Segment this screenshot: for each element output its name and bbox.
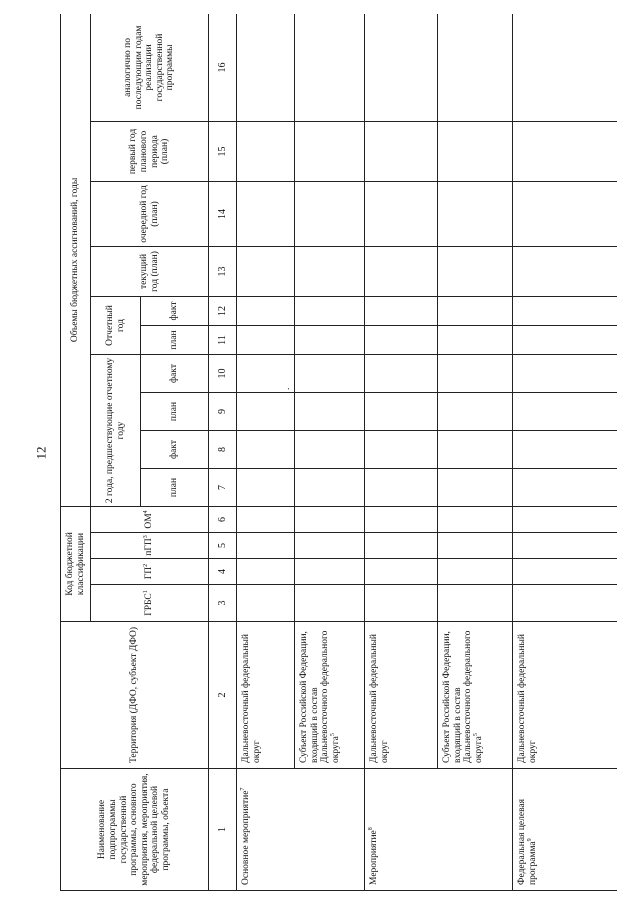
data-cell <box>237 246 295 296</box>
data-cell <box>365 14 438 121</box>
table-row <box>513 14 618 891</box>
data-cell <box>438 325 513 354</box>
data-cell <box>513 325 618 354</box>
header-territory: Территория (ДФО, субъект ДФО) <box>61 622 209 769</box>
data-cell <box>237 585 295 622</box>
data-cell <box>438 14 513 121</box>
data-cell <box>237 392 295 430</box>
data-cell <box>237 325 295 354</box>
column-number: 5 <box>209 533 237 559</box>
header-gp: $ГП^2$ <box>91 559 209 585</box>
data-cell <box>295 121 365 181</box>
data-cell <box>365 181 438 246</box>
page-number: 12 <box>33 446 48 460</box>
row-name: Федеральная целевая программа$^9$ <box>513 769 618 891</box>
data-cell <box>295 468 365 506</box>
data-cell <box>513 468 618 506</box>
data-cell <box>295 585 365 622</box>
data-cell <box>365 559 438 585</box>
data-cell <box>295 533 365 559</box>
data-cell <box>365 354 438 392</box>
header-current-year: текущий год (план) <box>91 246 209 296</box>
column-number: 15 <box>209 121 237 181</box>
header-plan: план <box>141 468 209 506</box>
data-cell <box>237 559 295 585</box>
data-cell <box>513 430 618 468</box>
column-number: 12 <box>209 296 237 325</box>
table-frame <box>60 14 617 891</box>
row-territory: Дальневосточный федеральный округ <box>513 622 618 769</box>
header-row-1 <box>61 14 91 891</box>
table-row <box>438 14 513 891</box>
data-cell <box>438 181 513 246</box>
data-cell <box>237 468 295 506</box>
row-territory: Субъект Российской Федерации, входящий в состав Дальневосточного федерального округа$^5$ <box>295 622 365 769</box>
header-fact: факт <box>141 296 209 325</box>
column-number: 10 <box>209 354 237 392</box>
data-cell <box>295 296 365 325</box>
column-number: 7 <box>209 468 237 506</box>
data-cell <box>438 430 513 468</box>
data-cell <box>295 392 365 430</box>
data-cell <box>295 559 365 585</box>
data-cell <box>438 585 513 622</box>
data-cell <box>438 354 513 392</box>
data-cell <box>365 430 438 468</box>
data-cell <box>365 296 438 325</box>
header-plan: план <box>141 325 209 354</box>
data-cell <box>365 325 438 354</box>
data-cell <box>295 354 365 392</box>
data-cell <box>365 585 438 622</box>
data-cell <box>438 506 513 532</box>
data-cell <box>237 121 295 181</box>
data-cell <box>365 121 438 181</box>
rotated-table <box>60 14 617 891</box>
data-cell <box>237 533 295 559</box>
column-number: 6 <box>209 506 237 532</box>
column-number: 13 <box>209 246 237 296</box>
data-cell <box>295 181 365 246</box>
data-cell <box>513 121 618 181</box>
data-cell <box>295 14 365 121</box>
column-number: 14 <box>209 181 237 246</box>
header-grbs: ГРБС$^1$ <box>91 585 209 622</box>
row-name: Основное мероприятие$^7$ <box>237 769 365 891</box>
data-cell <box>513 506 618 532</box>
row-territory: Субъект Российской Федерации, входящий в состав Дальневосточного федерального округа$^5$ <box>438 622 513 769</box>
data-cell <box>513 181 618 246</box>
header-fact: факт <box>141 430 209 468</box>
header-similar-years: аналогично по последующим годам реализации государственной программы <box>91 14 209 121</box>
data-cell <box>438 246 513 296</box>
data-cell <box>513 559 618 585</box>
data-cell <box>438 533 513 559</box>
header-om: $ОМ^4$ <box>91 506 209 532</box>
data-cell <box>513 585 618 622</box>
header-pgp: пГП$^3$ <box>91 533 209 559</box>
data-cell <box>295 506 365 532</box>
data-cell <box>295 430 365 468</box>
column-number: 9 <box>209 392 237 430</box>
data-cell <box>365 392 438 430</box>
row-territory: Дальневосточный федеральный округ <box>365 622 438 769</box>
header-two-years-prior: 2 года, предшествующие отчетному году <box>91 354 141 506</box>
column-number-row <box>209 14 237 891</box>
data-cell <box>295 325 365 354</box>
column-number: 11 <box>209 325 237 354</box>
data-cell <box>237 354 295 392</box>
column-number: 16 <box>209 14 237 121</box>
table-row <box>237 14 295 891</box>
header-fact: факт <box>141 354 209 392</box>
data-cell <box>513 246 618 296</box>
data-cell <box>438 392 513 430</box>
data-cell <box>295 246 365 296</box>
header-next-year: очередной год (план) <box>91 181 209 246</box>
header-name: Наименование подпрограммы государственной программы, основного мероприятия, мероприятия, федеральной целевой программы, объекта <box>61 769 209 891</box>
header-volumes: Объемы бюджетных ассигнований, годы <box>61 14 91 506</box>
data-cell <box>438 468 513 506</box>
data-cell <box>365 246 438 296</box>
table-row <box>365 14 438 891</box>
row-name: Мероприятие$^8$ <box>365 769 513 891</box>
data-cell <box>513 14 618 121</box>
data-cell <box>513 533 618 559</box>
data-cell <box>438 559 513 585</box>
data-cell <box>237 296 295 325</box>
data-cell <box>438 121 513 181</box>
data-cell <box>237 506 295 532</box>
column-number: 4 <box>209 559 237 585</box>
stray-mark: . <box>282 387 293 390</box>
data-cell <box>237 430 295 468</box>
data-cell <box>513 296 618 325</box>
table-row <box>295 14 365 891</box>
data-cell <box>237 14 295 121</box>
column-number: 2 <box>209 622 237 769</box>
data-cell <box>513 354 618 392</box>
header-budget-code: Код бюджетной классификации <box>61 506 91 621</box>
data-cell <box>438 296 513 325</box>
header-plan: план <box>141 392 209 430</box>
data-cell <box>513 392 618 430</box>
column-number: 1 <box>209 769 237 891</box>
data-cell <box>365 506 438 532</box>
column-number: 8 <box>209 430 237 468</box>
data-cell <box>237 181 295 246</box>
budget-table <box>60 14 617 891</box>
row-territory: Дальневосточный федеральный округ <box>237 622 295 769</box>
header-first-planning-year: первый год планового периода (план) <box>91 121 209 181</box>
data-cell <box>365 533 438 559</box>
header-reporting-year: Отчетный год <box>91 296 141 354</box>
data-cell <box>365 468 438 506</box>
column-number: 3 <box>209 585 237 622</box>
